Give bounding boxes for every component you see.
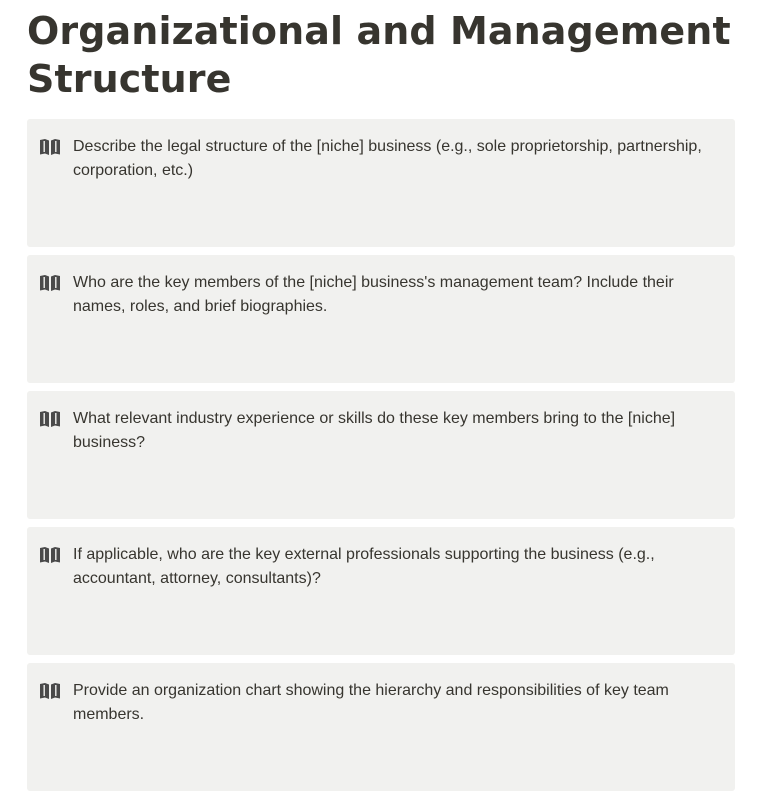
callout-text[interactable]: What relevant industry experience or skills do these key members bring to the [niche] business? [73, 410, 676, 451]
callout-block[interactable] [27, 663, 735, 791]
callout-block[interactable] [27, 255, 735, 383]
callout-list [27, 119, 735, 791]
callout-text[interactable]: If applicable, who are the key external professionals supporting the business (e.g., accountant, attorney, consultants)? [73, 546, 655, 587]
callout-text[interactable]: Describe the legal structure of the [niche] business (e.g., sole proprietorship, partnership, corporation, etc.) [73, 138, 702, 179]
book-icon[interactable] [39, 410, 61, 430]
callout-text[interactable]: Who are the key members of the [niche] business's management team? Include their names, roles, and brief biographies. [73, 274, 674, 315]
page [27, 0, 735, 799]
callout-block[interactable] [27, 527, 735, 655]
book-icon[interactable] [39, 274, 61, 294]
book-icon[interactable] [39, 546, 61, 566]
callout-block[interactable] [27, 391, 735, 519]
callout-block[interactable] [27, 119, 735, 247]
callout-text[interactable]: Provide an organization chart showing the hierarchy and responsibilities of key team members. [73, 682, 669, 723]
book-icon[interactable] [39, 138, 61, 158]
page-title[interactable]: Organizational and Management Structure [27, 9, 731, 101]
book-icon[interactable] [39, 682, 61, 702]
